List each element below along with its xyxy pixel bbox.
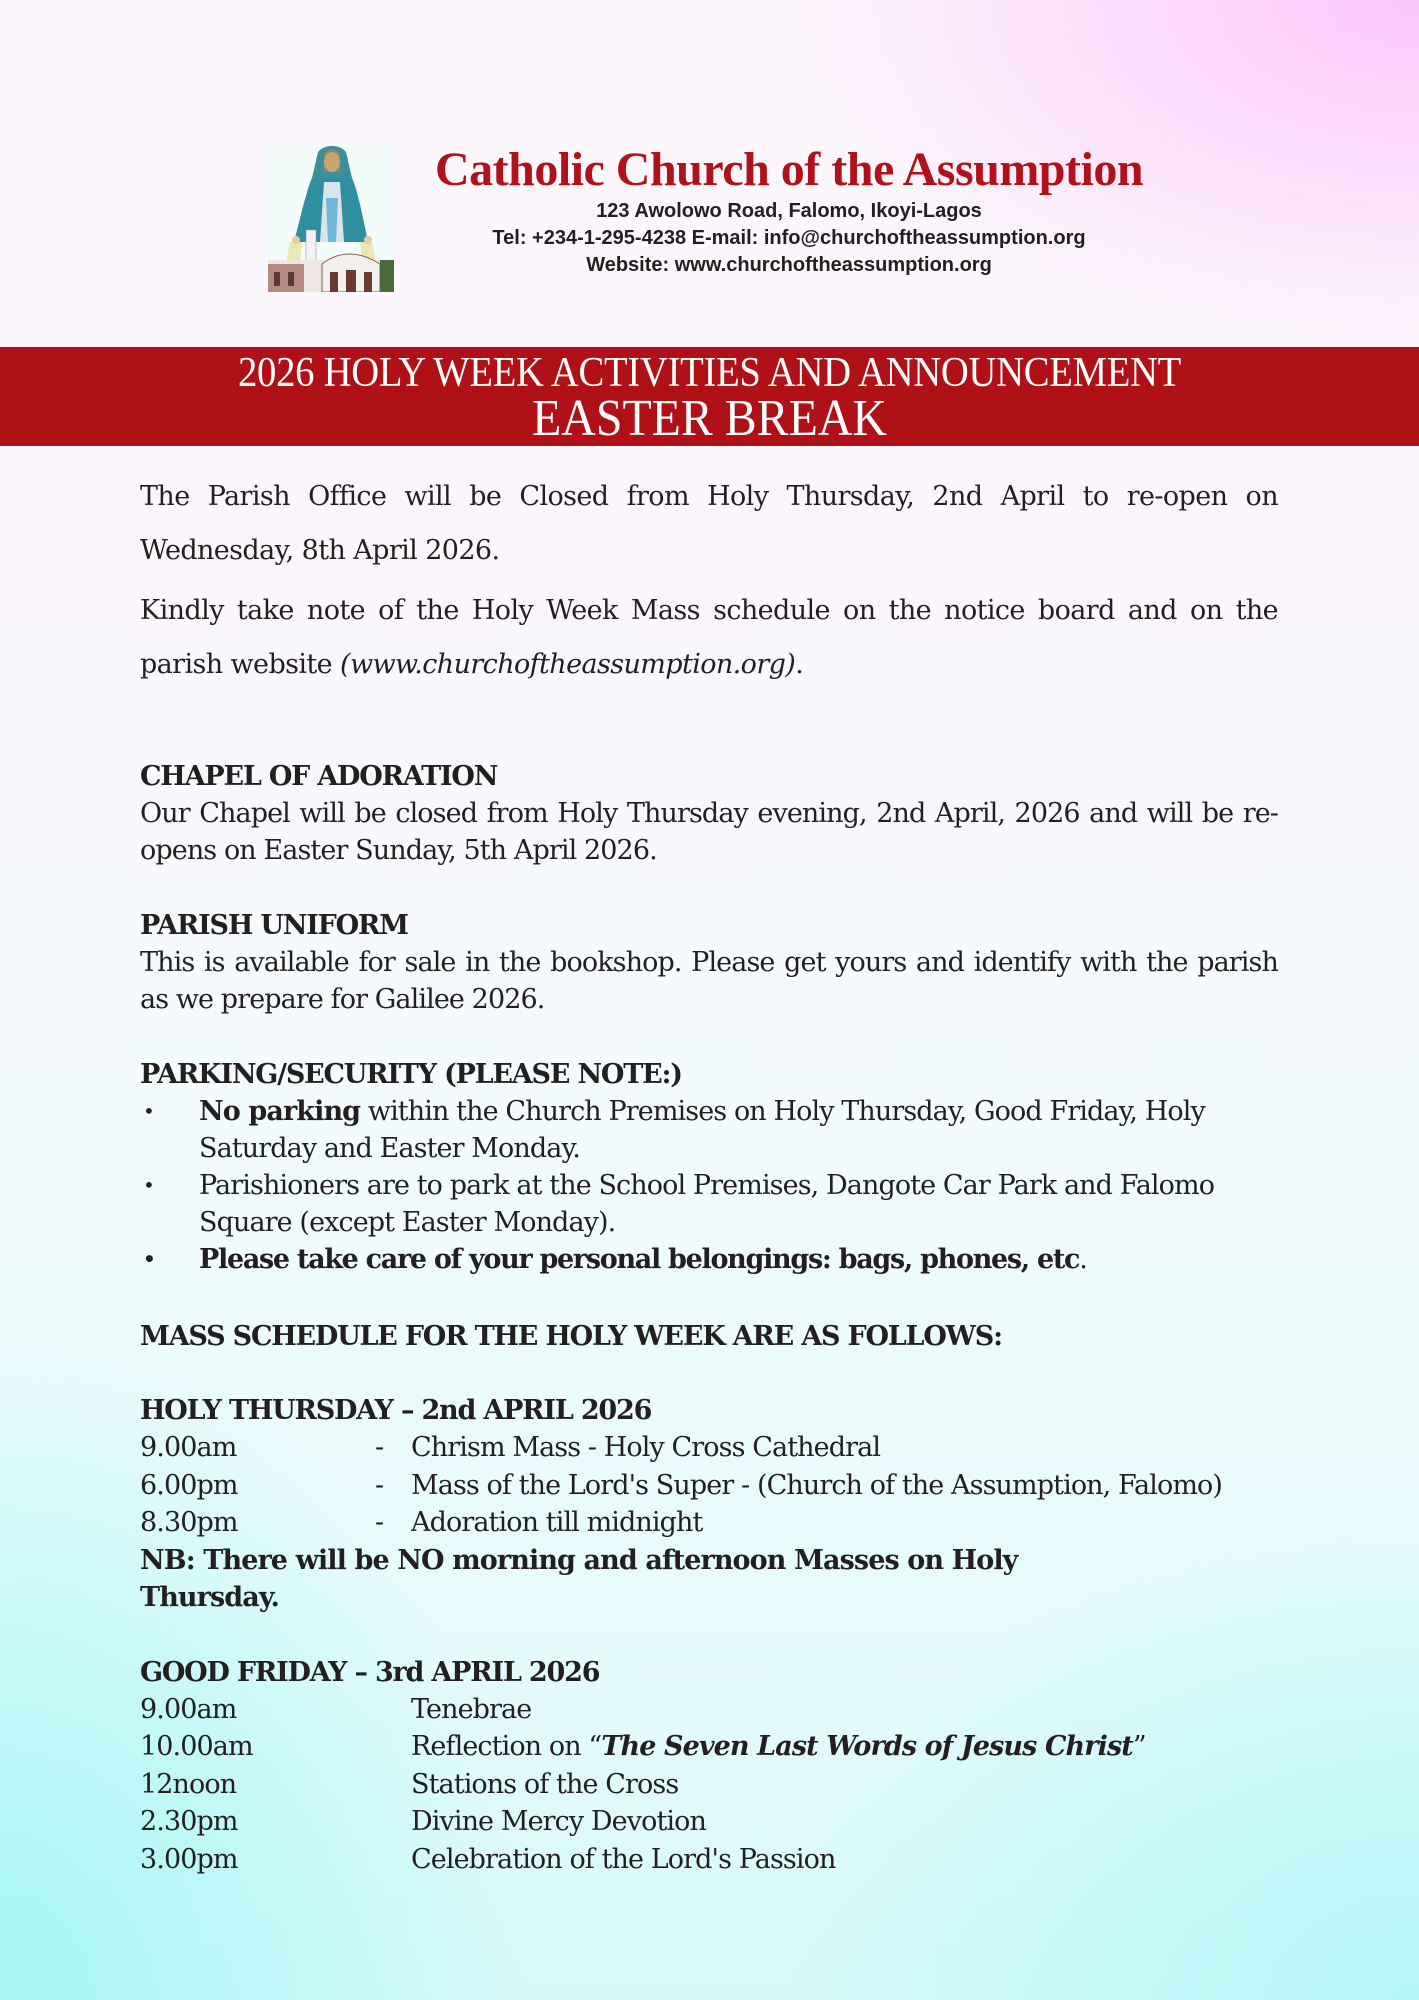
schedule-row — [140, 1504, 1278, 1542]
chapel-title: CHAPEL OF ADORATION — [140, 761, 498, 792]
schedule-time: 6.00pm — [140, 1469, 238, 1501]
schedule-desc-emphasis: The Seven Last Words of Jesus Christ — [601, 1731, 1133, 1762]
announcement-body — [140, 470, 1278, 1878]
schedule-desc: Adoration till midnight — [411, 1507, 703, 1538]
parking-item-bold: Please take care of your personal belongings: bags, phones, etc — [199, 1244, 1080, 1275]
uniform-title: PARISH UNIFORM — [140, 910, 408, 941]
schedule-time: 8.30pm — [140, 1507, 238, 1538]
banner-subtitle: EASTER BREAK — [532, 390, 887, 447]
schedule-note-text: Kindly take note of the Holy Week Mass schedule on the notice board and on the parish website — [140, 595, 1278, 680]
schedule-separator: - — [375, 1432, 384, 1463]
uniform-body: This is available for sale in the bookshop. Please get yours and identify with the parish as we prepare for Galilee 2026. — [140, 947, 1278, 1015]
website-link[interactable]: (www.churchoftheassumption.org) — [340, 649, 796, 680]
church-name: Catholic Church of the Assumption — [434, 143, 1144, 196]
parking-item — [140, 1093, 1278, 1167]
chapel-section — [140, 758, 1278, 869]
schedule-time: 3.00pm — [140, 1843, 238, 1875]
bullet-icon: • — [143, 1247, 155, 1271]
holy-thursday-heading: HOLY THURSDAY – 2nd APRIL 2026 — [140, 1395, 652, 1426]
parking-section — [140, 1056, 1278, 1278]
schedule-time: 2.30pm — [140, 1806, 238, 1837]
schedule-note-paragraph — [140, 584, 1278, 692]
schedule-row — [140, 1467, 1278, 1505]
schedule-time: 12noon — [140, 1768, 237, 1800]
schedule-desc: Stations of the Cross — [411, 1768, 679, 1800]
schedule-desc-prefix: Reflection on “ — [411, 1731, 602, 1762]
schedule-separator: - — [375, 1469, 384, 1501]
schedule-desc: Mass of the Lord's Super - (Church of the Assumption, Falomo) — [411, 1469, 1223, 1501]
schedule-time: 10.00am — [140, 1731, 253, 1762]
holy-thursday-block — [140, 1392, 1278, 1617]
schedule-desc: Divine Mercy Devotion — [411, 1806, 706, 1837]
schedule-desc: Tenebrae — [411, 1693, 532, 1725]
church-address: 123 Awolowo Road, Falomo, Ikoyi-Lagos — [596, 200, 982, 222]
schedule-time: 9.00am — [140, 1693, 237, 1725]
schedule-row — [140, 1429, 1278, 1467]
title-banner — [0, 347, 1419, 446]
good-friday-heading: GOOD FRIDAY – 3rd APRIL 2026 — [140, 1656, 600, 1688]
schedule-desc-suffix: ” — [1132, 1731, 1146, 1762]
letterhead-text — [394, 142, 1184, 279]
schedule-title: MASS SCHEDULE FOR THE HOLY WEEK ARE AS FOLLOWS: — [140, 1321, 1002, 1352]
schedule-row — [140, 1803, 1278, 1841]
chapel-body: Our Chapel will be closed from Holy Thursday evening, 2nd April, 2026 and will be re-opens on Easter Sunday, 5th April 2026. — [140, 798, 1278, 866]
schedule-row — [140, 1691, 1278, 1729]
schedule-desc — [411, 1728, 1278, 1766]
letterhead — [268, 142, 1168, 292]
parking-item — [140, 1241, 1278, 1278]
parking-item-bold: No parking — [199, 1096, 361, 1127]
schedule-desc: Celebration of the Lord's Passion — [411, 1843, 836, 1875]
parking-item — [140, 1167, 1278, 1241]
parking-list — [140, 1093, 1278, 1278]
parking-item-text: Parishioners are to park at the School Premises, Dangote Car Park and Falomo Square (except Easter Monday). — [199, 1170, 1215, 1238]
schedule-separator: - — [375, 1507, 384, 1538]
banner-title: 2026 HOLY WEEK ACTIVITIES AND ANNOUNCEMENT — [238, 350, 1181, 396]
parking-title: PARKING/SECURITY (PLEASE NOTE:) — [140, 1059, 682, 1090]
schedule-row — [140, 1766, 1278, 1804]
office-closure-paragraph: The Parish Office will be Closed from Holy Thursday, 2nd April to re-open on Wednesday, 8th April 2026. — [140, 481, 1278, 566]
schedule-row — [140, 1841, 1278, 1879]
bullet-icon: • — [143, 1173, 154, 1197]
schedule-time: 9.00am — [140, 1432, 237, 1463]
parking-item-text: . — [1079, 1244, 1087, 1275]
good-friday-block — [140, 1654, 1278, 1879]
holy-thursday-note: NB: There will be NO morning and afternoon Masses on Holy Thursday. — [140, 1544, 1018, 1613]
church-contact: Tel: +234-1-295-4238 E-mail: info@churchoftheassumption.org — [492, 227, 1086, 249]
schedule-row — [140, 1728, 1278, 1766]
parking-item-text: within the Church Premises on Holy Thursday, Good Friday, Holy Saturday and Easter Monday. — [199, 1096, 1205, 1164]
bullet-icon: • — [143, 1099, 154, 1123]
church-logo-icon — [268, 142, 394, 292]
schedule-note-suffix: . — [795, 649, 804, 680]
schedule-section — [140, 1318, 1278, 1878]
uniform-section — [140, 907, 1278, 1018]
schedule-desc: Chrism Mass - Holy Cross Cathedral — [411, 1432, 881, 1463]
church-website: Website: www.churchoftheassumption.org — [586, 254, 992, 276]
